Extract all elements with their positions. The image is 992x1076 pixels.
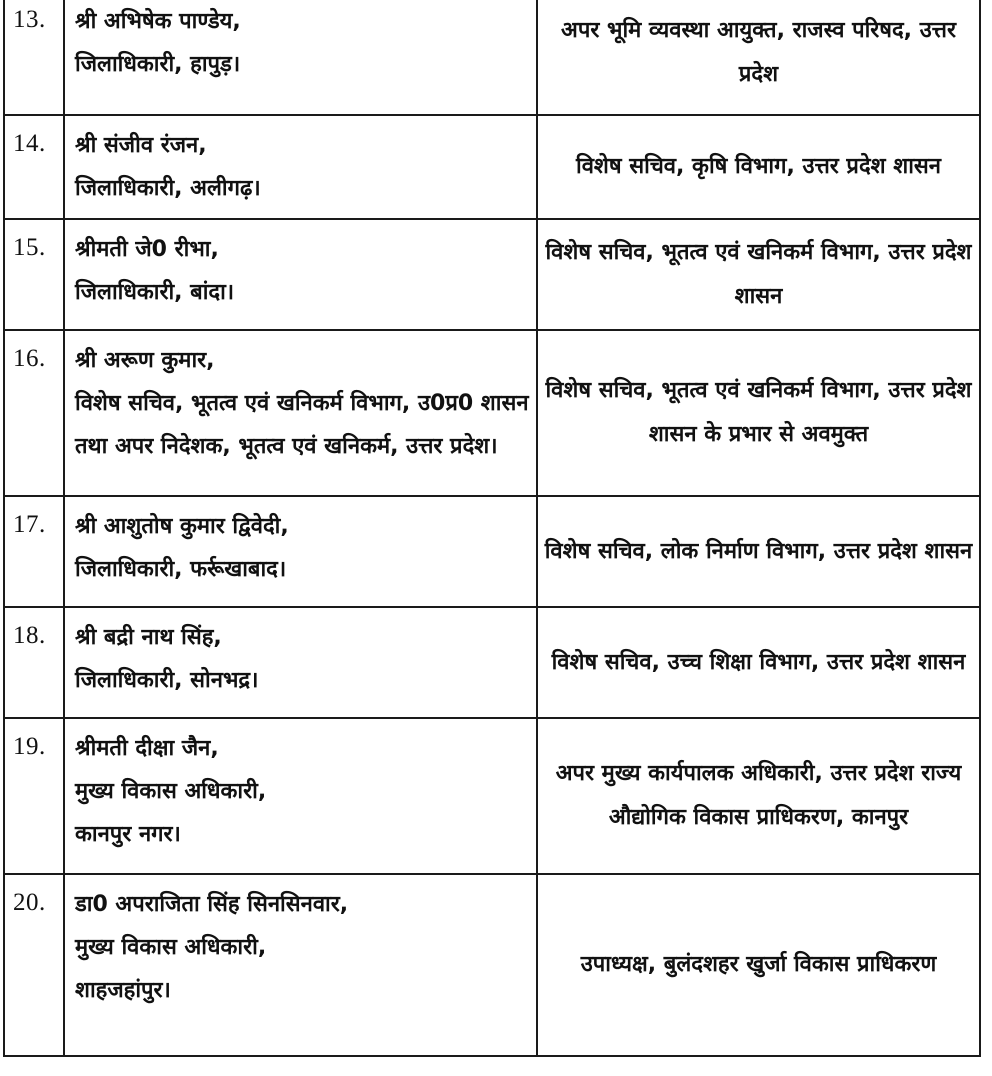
new-post-cell	[537, 874, 980, 1056]
serial-number: 18.	[4, 607, 64, 718]
officer-name-line: जिलाधिकारी, हापुड़।	[75, 52, 241, 77]
officer-name-line: तथा अपर निदेशक, भूतत्व एवं खनिकर्म, उत्तर प्रदेश।	[75, 434, 498, 459]
serial-number: 20.	[4, 874, 64, 1056]
officer-cell	[64, 718, 537, 874]
table-row	[4, 496, 980, 607]
officer-name-line: मुख्य विकास अधिकारी,	[75, 935, 267, 960]
officer-name-line: श्री अभिषेक पाण्डेय,	[75, 9, 241, 34]
new-post-line: अपर भूमि व्यवस्था आयुक्त, राजस्व परिषद, उत्तर	[561, 18, 956, 43]
table-row	[4, 0, 980, 115]
officer-cell	[64, 607, 537, 718]
officer-name-line: विशेष सचिव, भूतत्व एवं खनिकर्म विभाग, उ0प्र0 शासन	[75, 391, 529, 416]
serial-number: 17.	[4, 496, 64, 607]
table-row	[4, 874, 980, 1056]
officer-name-line: श्री आशुतोष कुमार द्विवेदी,	[75, 514, 289, 539]
officer-cell	[64, 115, 537, 219]
new-post-cell	[537, 219, 980, 330]
serial-number: 15.	[4, 219, 64, 330]
table-row	[4, 607, 980, 718]
transfer-table-body	[4, 0, 980, 1056]
officer-cell	[64, 874, 537, 1056]
officer-cell	[64, 496, 537, 607]
new-post-line: उपाध्यक्ष, बुलंदशहर खुर्जा विकास प्राधिकरण	[580, 952, 937, 977]
officer-name-line: कानपुर नगर।	[75, 822, 181, 847]
new-post-line: विशेष सचिव, उच्च शिक्षा विभाग, उत्तर प्रदेश शासन	[551, 649, 966, 675]
transfer-table	[3, 0, 981, 1057]
officer-name-line: जिलाधिकारी, सोनभद्र।	[75, 668, 259, 693]
table-row	[4, 115, 980, 219]
officer-name-line: जिलाधिकारी, बांदा।	[75, 280, 235, 305]
officer-name-line: श्री अरूण कुमार,	[75, 348, 215, 373]
table-row	[4, 330, 980, 496]
new-post-cell	[537, 330, 980, 496]
new-post-cell	[537, 718, 980, 874]
officer-name-line: मुख्य विकास अधिकारी,	[75, 779, 267, 804]
serial-number: 13.	[4, 0, 64, 115]
serial-number: 16.	[4, 330, 64, 496]
new-post-cell	[537, 607, 980, 718]
new-post-line: विशेष सचिव, भूतत्व एवं खनिकर्म विभाग, उत्तर प्रदेश	[545, 378, 972, 403]
officer-cell	[64, 330, 537, 496]
officer-name-line: श्रीमती दीक्षा जैन,	[75, 736, 219, 761]
serial-number: 14.	[4, 115, 64, 219]
new-post-line: प्रदेश	[738, 62, 779, 87]
new-post-line: विशेष सचिव, कृषि विभाग, उत्तर प्रदेश शासन	[576, 154, 941, 179]
officer-name-line: श्रीमती जे0 रीभा,	[75, 237, 219, 262]
new-post-line: शासन	[734, 283, 783, 309]
new-post-line: विशेष सचिव, लोक निर्माण विभाग, उत्तर प्रदेश शासन	[544, 538, 973, 564]
table-row	[4, 219, 980, 330]
officer-name-line: जिलाधिकारी, फर्रूखाबाद।	[75, 557, 287, 582]
new-post-cell	[537, 115, 980, 219]
table-row	[4, 718, 980, 874]
officer-name-line: जिलाधिकारी, अलीगढ़।	[75, 176, 261, 201]
officer-name-line: श्री संजीव रंजन,	[75, 133, 207, 158]
officer-cell	[64, 0, 537, 115]
new-post-line: औद्योगिक विकास प्राधिकरण, कानपुर	[608, 805, 909, 830]
officer-name-line: डा0 अपराजिता सिंह सिनसिनवार,	[75, 892, 349, 917]
officer-cell	[64, 219, 537, 330]
serial-number: 19.	[4, 718, 64, 874]
officer-name-line: श्री बद्री नाथ सिंह,	[75, 625, 222, 650]
new-post-line: शासन के प्रभार से अवमुक्त	[648, 422, 869, 447]
new-post-cell	[537, 496, 980, 607]
new-post-line: अपर मुख्य कार्यपालक अधिकारी, उत्तर प्रदेश राज्य	[555, 761, 962, 786]
new-post-cell	[537, 0, 980, 115]
new-post-line: विशेष सचिव, भूतत्व एवं खनिकर्म विभाग, उत्तर प्रदेश	[545, 239, 972, 265]
officer-name-line: शाहजहांपुर।	[75, 978, 171, 1003]
